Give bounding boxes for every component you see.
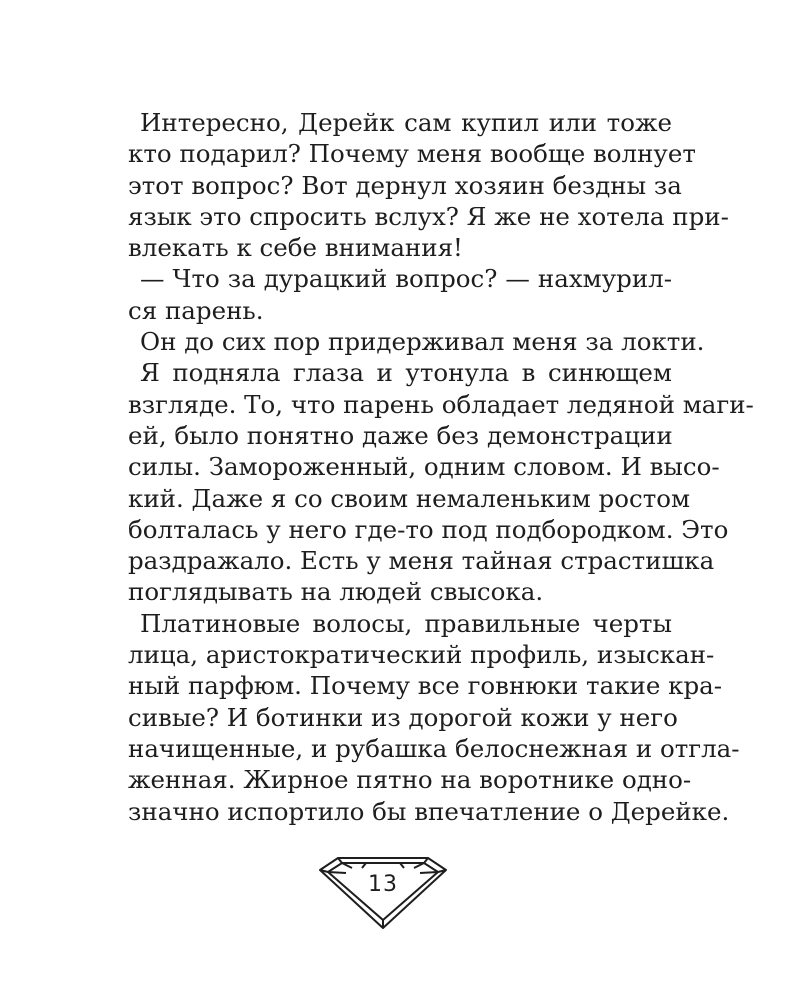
text-line: лица, аристократический профиль, изыскан-: [128, 640, 715, 670]
paragraph: [128, 107, 729, 263]
text-line: взгляде. То, что парень обладает ледяной маги-: [128, 389, 754, 419]
text-line: этот вопрос? Вот дернул хозяин бездны за: [128, 170, 682, 200]
text-line: ный парфюм. Почему все говнюки такие кра-: [128, 671, 723, 701]
text-line: болталась у него где-то под подбородком. Это: [128, 514, 729, 544]
paragraph: [128, 263, 672, 326]
text-line: Интересно, Дерейк сам купил или тоже: [140, 108, 672, 137]
text-line: сивые? И ботинки из дорогой кожи у него: [128, 702, 678, 732]
text-line: язык это спросить вслух? Я же не хотела при-: [128, 201, 729, 231]
text-line: Он до сих пор придерживал меня за локти.: [140, 327, 705, 357]
text-line: влекать к себе внимания!: [128, 233, 463, 263]
text-line: силы. Замороженный, одним словом. И высо-: [128, 452, 720, 482]
text-line: кто подарил? Почему меня вообще волнует: [128, 139, 696, 169]
text-line: поглядывать на людей свысока.: [128, 577, 544, 607]
text-line: — Что за дурацкий вопрос? — нахмурил-: [140, 264, 672, 294]
text-line: ся парень.: [128, 295, 264, 325]
text-line: кий. Даже я со своим немаленьким ростом: [128, 483, 691, 513]
page-number-ornament: [318, 848, 448, 932]
text-line: Я подняла глаза и утонула в синющем: [140, 358, 672, 388]
paragraph: [128, 608, 740, 827]
text-line: начищенные, и рубашка белоснежная и отгла-: [128, 733, 740, 763]
body-text: [128, 107, 754, 827]
paragraph: [128, 326, 705, 357]
page-number: 13: [368, 872, 398, 897]
text-line: раздражало. Есть у меня тайная страстишка: [128, 546, 715, 576]
text-line: женная. Жирное пятно на воротнике одно-: [128, 765, 692, 795]
text-line: значно испортило бы впечатление о Дерейке.: [128, 796, 730, 826]
paragraph: [128, 357, 754, 607]
text-line: Платиновые волосы, правильные черты: [140, 608, 672, 638]
text-line: ей, было понятно даже без демонстрации: [128, 420, 673, 450]
